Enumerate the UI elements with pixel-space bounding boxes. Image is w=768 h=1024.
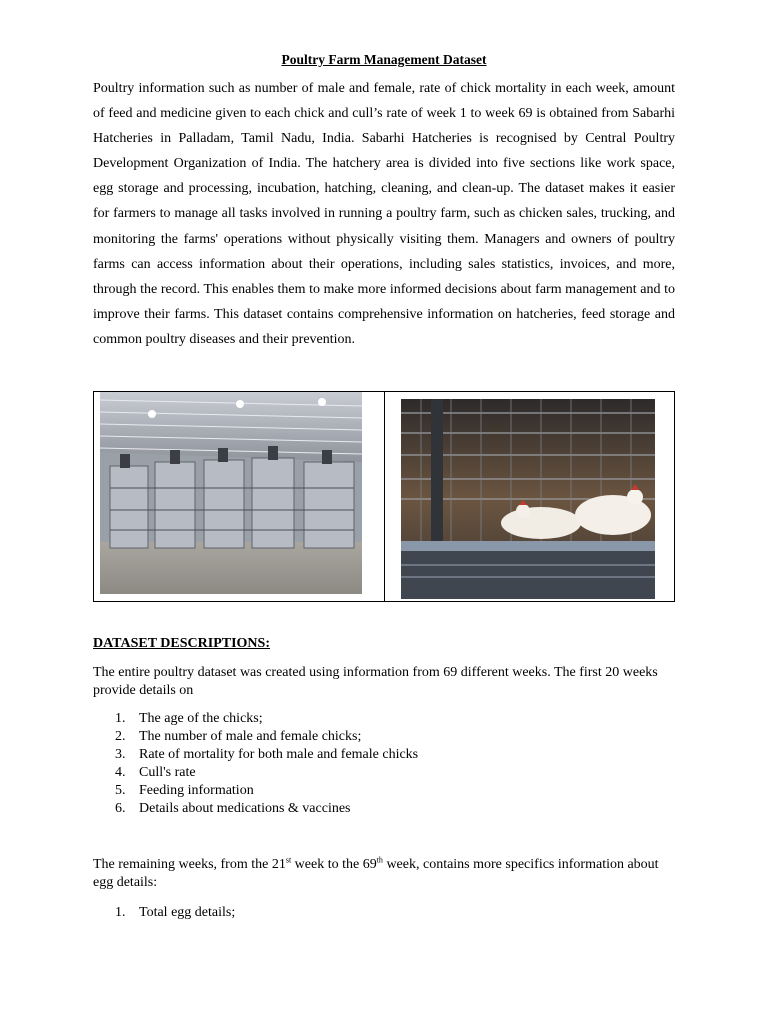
dataset-paragraph: The entire poultry dataset was created using information from 69 different weeks. The first 20 weeks provide details on <box>93 665 658 698</box>
list-item: 2. The number of male and female chicks; <box>115 729 362 744</box>
list-item: 1. Total egg details; <box>115 905 236 920</box>
list-item: 6. Details about medications & vaccines <box>115 801 351 816</box>
list-item: 5. Feeding information <box>115 783 254 798</box>
list-item: 1. The age of the chicks; <box>115 711 263 726</box>
list-item: 4. Cull's rate <box>115 765 196 780</box>
list-item: 3. Rate of mortality for both male and female chicks <box>115 747 419 762</box>
hatchery-interior-photo <box>100 392 362 594</box>
section-heading: DATASET DESCRIPTIONS: <box>93 636 270 651</box>
first-weeks-list <box>115 710 418 818</box>
photo-table <box>93 391 675 602</box>
photo-cell-left <box>94 392 385 601</box>
document-page <box>93 50 675 920</box>
intro-paragraph: Poultry information such as number of male and female, rate of chick mortality in each week, amount of feed and medicine given to each chick and cull’s rate of week 1 to week 69 is obtained from Sabarhi Hatcheries in Palladam, Tamil Nadu, India. Sabarhi Hatcheries is recognised by Central Poultry Development Organization of India. The hatchery area is divided into five sections like work space, egg storage and processing, incubation, hatching, cleaning, and clean-up. The dataset makes it easier for farmers to manage all tasks involved in running a poultry farm, such as chicken sales, trucking, and monitoring the farms' operations without physically visiting them. Managers and owners of poultry farms can access information about their operations, including sales statistics, invoices, and more, through the record. This enables them to make more informed decisions about farm management and to improve their farms. This dataset contains comprehensive information on hatcheries, feed storage and common poultry diseases and their prevention. <box>93 81 675 347</box>
document-title: Poultry Farm Management Dataset <box>281 52 487 67</box>
remaining-weeks-paragraph: The remaining weeks, from the 21st week to the 69th week, contains more specifics information about egg details: <box>93 855 659 890</box>
chickens-in-cage-photo <box>401 399 655 599</box>
photo-cell-right <box>385 392 674 601</box>
egg-details-list <box>115 904 235 922</box>
